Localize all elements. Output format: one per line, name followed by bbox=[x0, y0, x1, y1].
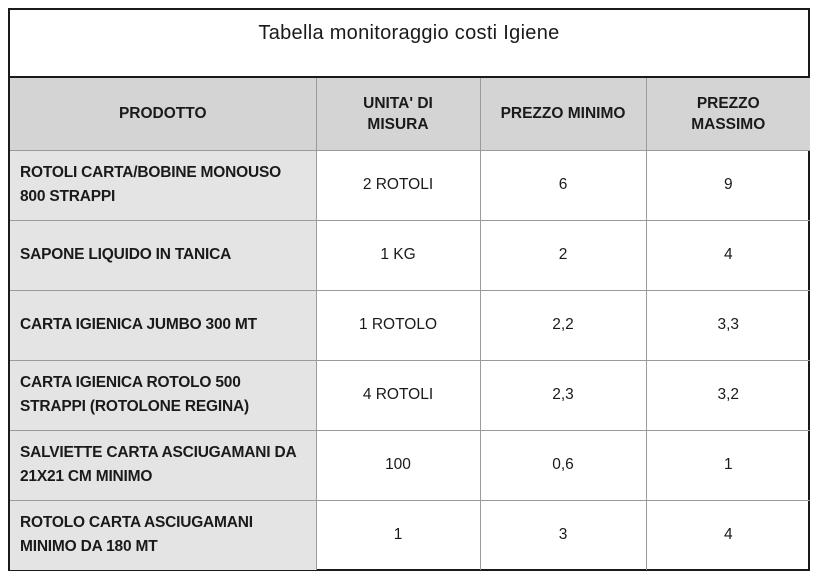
cell-product: SALVIETTE CARTA ASCIUGAMANI DA 21X21 CM MINIMO bbox=[10, 430, 316, 500]
header-max-price-label: PREZZO MASSIMO bbox=[691, 94, 766, 133]
cost-table-sheet bbox=[8, 8, 810, 571]
table-row bbox=[10, 360, 810, 430]
cell-min-price: 3 bbox=[480, 500, 646, 570]
header-product: PRODOTTO bbox=[10, 78, 316, 150]
cell-max-price: 4 bbox=[646, 220, 810, 290]
cell-unit: 100 bbox=[316, 430, 480, 500]
cell-product: SAPONE LIQUIDO IN TANICA bbox=[10, 220, 316, 290]
cell-product: ROTOLI CARTA/BOBINE MONOUSO 800 STRAPPI bbox=[10, 150, 316, 220]
cell-min-price: 2,2 bbox=[480, 290, 646, 360]
table-row bbox=[10, 220, 810, 290]
cell-max-price: 3,3 bbox=[646, 290, 810, 360]
cell-min-price: 2 bbox=[480, 220, 646, 290]
cell-max-price: 3,2 bbox=[646, 360, 810, 430]
cost-table bbox=[10, 78, 810, 570]
header-max-price bbox=[646, 78, 810, 150]
cell-unit: 1 ROTOLO bbox=[316, 290, 480, 360]
cell-max-price: 1 bbox=[646, 430, 810, 500]
cell-unit: 4 ROTOLI bbox=[316, 360, 480, 430]
cell-product: CARTA IGIENICA JUMBO 300 MT bbox=[10, 290, 316, 360]
header-row bbox=[10, 78, 810, 150]
cell-min-price: 6 bbox=[480, 150, 646, 220]
table-row bbox=[10, 150, 810, 220]
cell-unit: 1 bbox=[316, 500, 480, 570]
header-min-price: PREZZO MINIMO bbox=[480, 78, 646, 150]
cell-unit: 2 ROTOLI bbox=[316, 150, 480, 220]
table-row bbox=[10, 430, 810, 500]
cell-min-price: 2,3 bbox=[480, 360, 646, 430]
cell-unit: 1 KG bbox=[316, 220, 480, 290]
table-row bbox=[10, 290, 810, 360]
table-row bbox=[10, 500, 810, 570]
cell-product: ROTOLO CARTA ASCIUGAMANI MINIMO DA 180 MT bbox=[10, 500, 316, 570]
cell-max-price: 9 bbox=[646, 150, 810, 220]
cell-max-price: 4 bbox=[646, 500, 810, 570]
header-unit-label: UNITA' DI MISURA bbox=[363, 94, 433, 133]
table-title: Tabella monitoraggio costi Igiene bbox=[10, 10, 808, 78]
header-unit bbox=[316, 78, 480, 150]
cell-product: CARTA IGIENICA ROTOLO 500 STRAPPI (ROTOLONE REGINA) bbox=[10, 360, 316, 430]
cell-min-price: 0,6 bbox=[480, 430, 646, 500]
